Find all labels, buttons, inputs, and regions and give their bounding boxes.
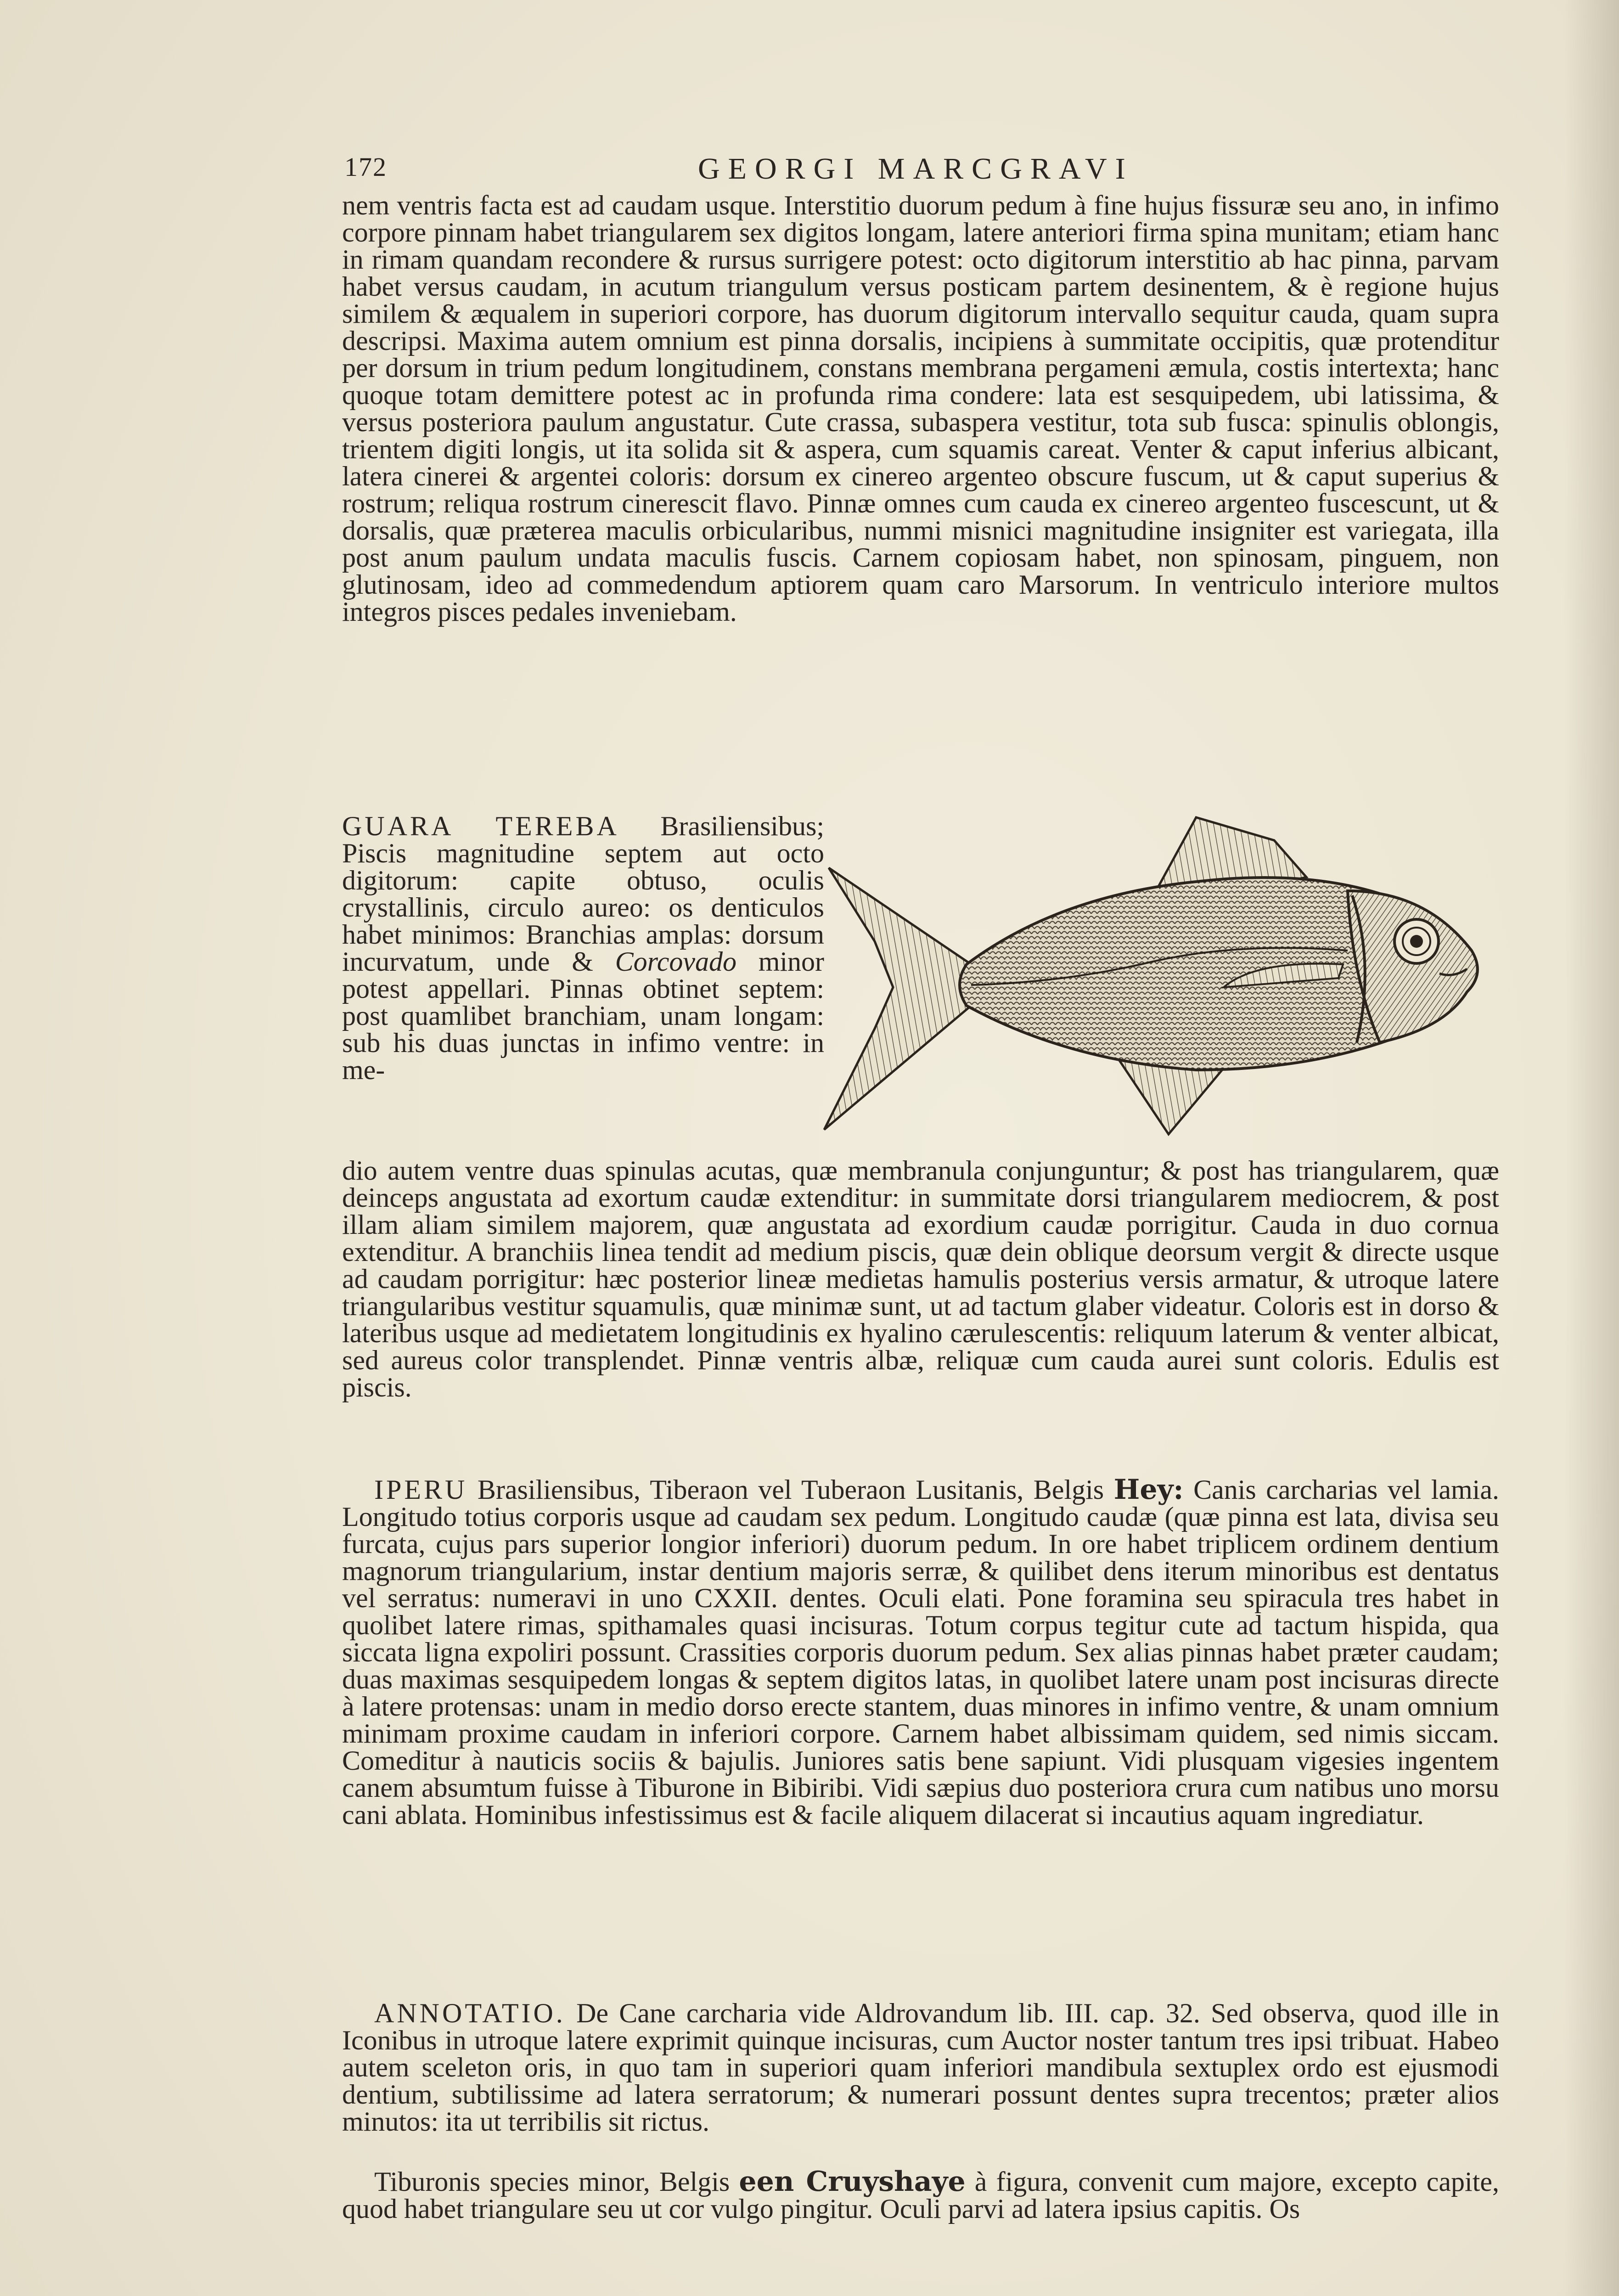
tiburonis-paragraph (342, 2168, 1499, 2223)
iperu-text-b: Canis carcharias vel lamia. Longitudo totius corporis usque ad caudam sex pedum. Longitudo caudæ (quæ pinna est lata, divisa seu furcata, cujus pars superior longior inferiori) duorum pedum. In ore habet triplicem ordinem dentium magnorum triangularium, instar dentium majoris serræ, & quilibet dens iterum minoribus est dentatus vel serratus: numeravi in uno CXXII. dentes. Oculi elati. Pone foramina seu spiracula tres habet in quolibet latere rimas, spithamales quasi incisuras. Totum corpus tegitur cute ad tactum hispida, qua siccata ligna expoliri possunt. Crassities corporis duorum pedum. Sex alias pinnas habet præter caudam; duas maximas sesquipedem longas & septem digitos latas, in quolibet latere unam post incisuras directe à latere protensas: unam in medio dorso erecte stantem, duas minores in infimo ventre, & unam omnium minimam proxime caudam in inferiori corpore. Carnem habet albissimam quidem, sed nimis siccam. Comeditur à nauticis sociis & bajulis. Juniores satis bene sapiunt. Vidi plusquam vigesies ingentem canem absumtum fuisse à Tiburone in Bibiribi. Vidi sæpius duo posteriora crura cum natibus uno morsu cani ablata. Hominibus infestissimus est & facile aliquem dilacerat si incautius aquam ingrediatur. (342, 1474, 1499, 1830)
iperu-dutch-word: Hey: (1113, 1474, 1184, 1506)
paragraph-continuation (342, 192, 1499, 625)
fish-illustration (820, 813, 1499, 1143)
page-number: 172 (344, 152, 387, 182)
species-name: IPERU (374, 1474, 468, 1505)
species-continuation-text: minor potest appellari. Pinnas obtinet septem: post quamlibet branchiam, unam longam: sub his duas junctas in infimo ventre: in me- (342, 946, 825, 1085)
paragraph-text: nem ventris facta est ad caudam usque. Interstitio duorum pedum à fine hujus fissuræ seu ano, in infimo corpore pinnam habet triangularem sex digitos longam, latere anteriori firma spina munitam; etiam hanc in rimam quandam recondere & rursus surrigere potest: octo digitorum interstitio ab hac pinna, parvam habet versus caudam, in acutum triangulum versus posticam partem desinentem, & è regione hujus similem & æqualem in superiori corpore, has duorum digitorum intervallo sequitur cauda, quam supra descripsi. Maxima autem omnium est pinna dorsalis, incipiens à summitate occipitis, quæ protenditur per dorsum in trium pedum longitudinem, constans membrana pergameni æmula, costis intertexta; hanc quoque totam demittere potest ac in profunda rima condere: lata est sesquipedem, ubi latissima, & versus posteriora paulum angustatur. Cute crassa, subaspera vestitur, tota sub fusca: spinulis oblongis, trientem digiti longis, ut ita solida sit & aspera, cum squamis careat. Venter & caput inferius albicant, latera cinerei & argentei coloris: dorsum ex cinereo argenteo obscure fuscum, ut & caput superius & rostrum; reliqua rostrum cinerescit flavo. Pinnæ omnes cum cauda ex cinereo argenteo fuscescunt, ut & dorsalis, quæ præterea maculis orbicularibus, nummi misnici magnitudine insigniter est variegata, illa post anum paulum undata maculis fuscis. Carnem copiosam habet, non spinosam, pinguem, non glutinosam, ideo ad commedendum aptiorem quam caro Marsorum. In ventriculo interiore multos integros pisces pedales inveniebam. (342, 190, 1499, 627)
page-gutter-shadow (1564, 0, 1619, 2296)
annotatio-text: De Cane carcharia vide Aldrovandum lib. III. cap. 32. Sed observa, quod ille in Iconibus in utroque latere exprimit quinque incisuras, cum Auctor noster tantum tres ipsi tribuat. Habeo autem sceleton oris, in quo tam in superiori quam inferiori mandibula sextuplex ordo est ejusmodi dentium, subtilissime ad latera serratorum; & numerari possunt dentes supra trecentos; præter alios minutos: ita ut terribilis sit rictus. (342, 1998, 1499, 2137)
fish-woodcut-icon (820, 813, 1499, 1143)
iperu-paragraph (342, 1476, 1499, 1829)
species-name: GUARA TEREBA (342, 811, 619, 841)
guara-tereba-section (342, 813, 1499, 1162)
guara-tereba-description (342, 1157, 1499, 1401)
iperu-section (342, 1476, 1499, 1829)
species-intro-text: Brasiliensibus; Piscis magnitudine septem aut octo digitorum: capite obtuso, oculis crystallinis, circulo aureo: os denticulos habet minimos: Branchias amplas: dorsum incurvatum, unde & (342, 811, 824, 977)
running-head: GEORGI MARCGRAVI (698, 152, 1134, 186)
tiburonis-section (342, 2168, 1499, 2223)
guara-tereba-intro (342, 813, 824, 1084)
iperu-text-a: Brasiliensibus, Tiberaon vel Tuberaon Lusitanis, Belgis (477, 1474, 1104, 1505)
annotatio-paragraph (342, 2000, 1499, 2135)
annotatio-label: ANNOTATIO. (374, 1998, 566, 2028)
species-alt-name: Corcovado (615, 946, 736, 977)
tiburonis-text-b: à figura, convenit cum majore, excepto capite, quod habet triangulare seu ut cor vulgo pingitur. Oculi parvi ad latera ipsius capitis. Os (342, 2167, 1499, 2224)
annotatio-section (342, 2000, 1499, 2135)
tiburonis-dutch-phrase: een Cruyshaye (739, 2166, 966, 2198)
species-description-text: dio autem ventre duas spinulas acutas, quæ membranula conjunguntur; & post has triangularem, quæ deinceps angustata ad exortum caudæ extenditur: in summitate dorsi triangularem mediocrem, & post illam aliam similem majorem, quæ angustata ad exordium caudæ porrigitur. Cauda in duo cornua extenditur. A branchiis linea tendit ad medium piscis, quæ dein oblique deorsum vergit & directe usque ad caudam porrigitur: hæc posterior lineæ medietas hamulis posterius versis armatur, & utroque latere triangularibus vestitur squamulis, quæ minimæ sunt, ut ad tactum glaber videatur. Coloris est in dorso & lateribus usque ad medietatem longitudinis ex hyalino cærulescentis: reliquum laterum & venter albicat, sed aureus color transplendet. Pinnæ ventris albæ, reliquæ cum cauda aurei sunt coloris. Edulis est piscis. (342, 1155, 1499, 1402)
tiburonis-text-a: Tiburonis species minor, Belgis (374, 2167, 730, 2197)
